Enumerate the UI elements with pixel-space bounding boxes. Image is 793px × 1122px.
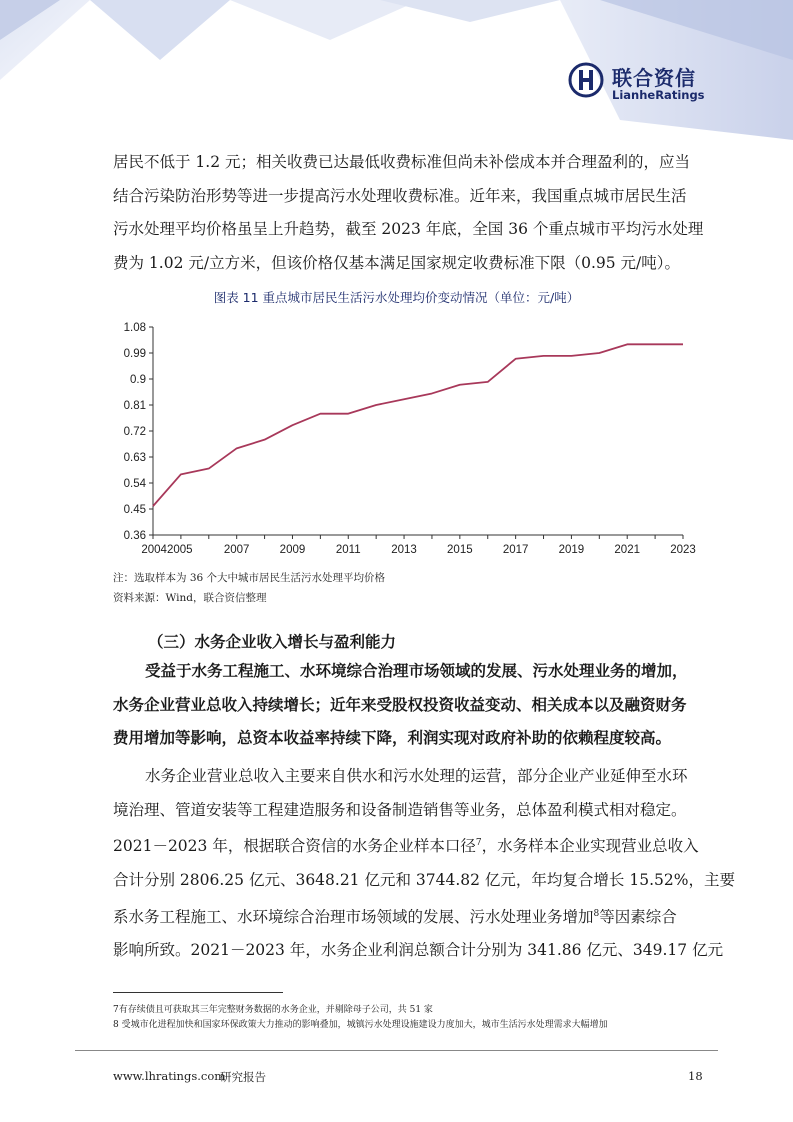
body-line xyxy=(113,827,713,864)
footnote-8: 8 受城市化进程加快和国家环保政策大力推动的影响叠加，城镇污水处理设施建设力度加大，城市生活污水处理需求大幅增加 xyxy=(113,1020,608,1030)
logo-text-en: LianheRatings xyxy=(612,88,705,102)
series-line xyxy=(153,344,683,506)
body-line: 水务企业营业总收入主要来自供水和污水处理的运营，部分企业产业延伸至水环 xyxy=(145,767,688,785)
intro-line: 居民不低于 1.2 元；相关收费已达最低收费标准但尚未补偿成本并合理盈利的，应当 xyxy=(113,153,691,171)
footer-divider xyxy=(75,1050,718,1051)
y-tick-label: 0.45 xyxy=(123,504,146,516)
x-tick-label: 2013 xyxy=(391,544,417,556)
x-tick-label: 2021 xyxy=(614,544,641,556)
intro-paragraph xyxy=(113,146,713,280)
intro-line: 结合污染防治形势等进一步提高污水处理收费标准。近年来，我国重点城市居民生活 xyxy=(113,186,687,205)
logo-text-cn: 联合资信 xyxy=(612,66,696,90)
figure-title: 图表 11 重点城市居民生活污水处理均价变动情况（单位：元/吨） xyxy=(213,290,580,305)
x-tick-label: 2009 xyxy=(279,544,306,556)
summary-line: 受益于水务工程施工、水环境综合治理市场领域的发展、污水处理业务的增加， xyxy=(145,662,688,680)
section-body xyxy=(113,760,735,968)
y-tick-label: 0.72 xyxy=(123,426,146,438)
body-line-part: 2021－2023 年，根据联合资信的水务企业样本口径 xyxy=(113,837,476,856)
body-line: 影响所致。2021－2023 年，水务企业利润总额合计分别为 341.86 亿元、349.17 亿元 xyxy=(113,941,724,960)
body-line-part: 系水务工程施工、水环境综合治理市场领域的发展、污水处理业务增加 xyxy=(113,907,594,926)
y-tick-label: 0.9 xyxy=(130,374,146,386)
footnote-ref-8[interactable]: 8 xyxy=(593,908,600,919)
section-heading: （三）水务企业收入增长与盈利能力 xyxy=(148,633,397,651)
logo xyxy=(568,62,708,106)
summary-line: 水务企业营业总收入持续增长；近年来受股权投资收益变动、相关成本以及融资财务 xyxy=(113,695,687,714)
summary-line: 费用增加等影响，总资本收益率持续下降，利润实现对政府补助的依赖程度较高。 xyxy=(113,729,672,748)
y-tick-label: 0.99 xyxy=(123,348,146,360)
footer-site[interactable]: www.lhratings.com xyxy=(113,1069,226,1083)
y-tick-label: 0.36 xyxy=(123,530,146,542)
body-line: 境治理、管道安装等工程建造服务和设备制造销售等业务，总体盈利模式相对稳定。 xyxy=(113,800,687,819)
x-tick-label: 20042005 xyxy=(141,544,193,556)
y-tick-label: 1.08 xyxy=(123,322,146,334)
y-tick-label: 0.63 xyxy=(123,452,146,464)
footnote-ref-7[interactable]: 7 xyxy=(475,838,482,849)
figure-source: 资料来源：Wind，联合资信整理 xyxy=(113,592,267,604)
footnote-7: 7有存续债且可获取其三年完整财务数据的水务企业，并剔除母子公司，共 51 家 xyxy=(113,1005,433,1015)
x-tick-label: 2011 xyxy=(335,544,361,556)
footer-doc-type: 研究报告 xyxy=(220,1070,266,1084)
y-tick-label: 0.81 xyxy=(123,400,146,412)
x-tick-label: 2015 xyxy=(447,544,473,556)
x-tick-label: 2023 xyxy=(670,544,696,556)
figure-note: 注：选取样本为 36 个大中城市居民生活污水处理平均价格 xyxy=(113,572,386,584)
body-line: 合计分别 2806.25 亿元、3648.21 亿元和 3744.82 亿元，年均复合增长 15.52%，主要 xyxy=(113,870,735,889)
intro-line: 污水处理平均价格虽呈上升趋势，截至 2023 年底，全国 36 个重点城市平均污水处理 xyxy=(113,220,704,239)
logo-mark-icon xyxy=(568,62,604,98)
footnote-divider xyxy=(113,992,283,993)
body-line xyxy=(113,898,713,935)
body-line-part: ，水务样本企业实现营业总收入 xyxy=(481,837,699,856)
x-tick-label: 2019 xyxy=(558,544,585,556)
x-tick-label: 2007 xyxy=(223,544,250,556)
section-summary xyxy=(113,655,713,756)
intro-line: 费为 1.02 元/立方米，但该价格仅基本满足国家规定收费标准下限（0.95 元/吨）。 xyxy=(113,253,681,272)
body-line-part: 等因素综合 xyxy=(599,907,677,926)
page-number: 18 xyxy=(688,1069,703,1083)
y-tick-label: 0.54 xyxy=(123,478,146,490)
line-chart xyxy=(115,315,715,565)
x-tick-label: 2017 xyxy=(502,544,529,556)
